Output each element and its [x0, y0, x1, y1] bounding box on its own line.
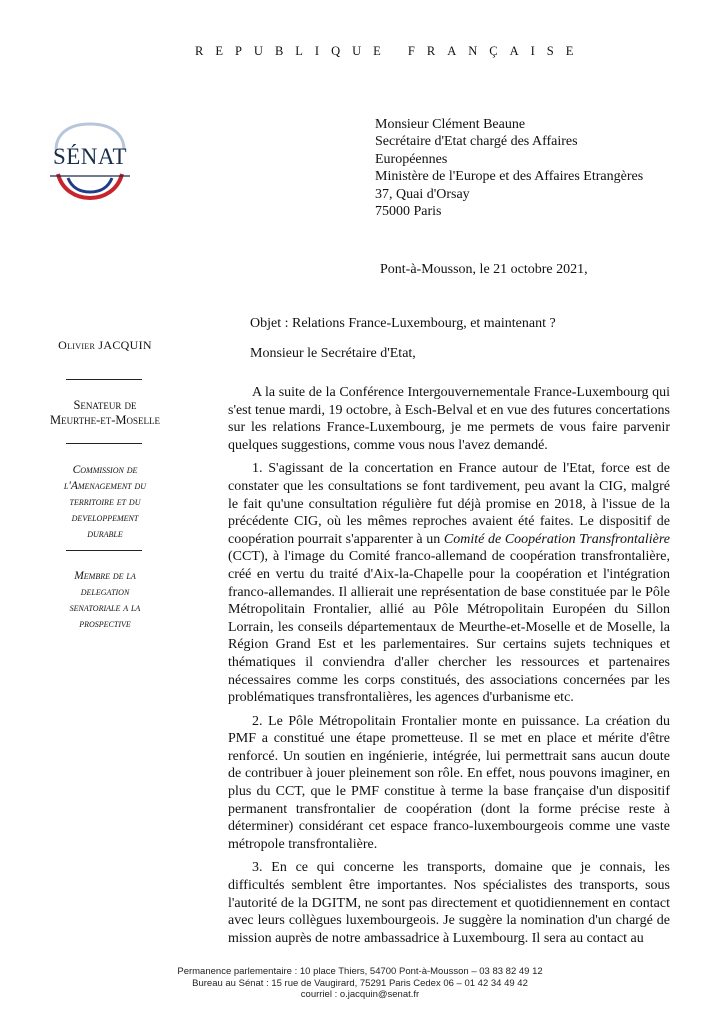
delegation-line: prospective — [79, 618, 131, 630]
recipient-line: 37, Quai d'Orsay — [375, 186, 470, 202]
commission-line: durable — [87, 528, 123, 540]
recipient-address — [375, 116, 643, 220]
delegation-line: Membre de la — [74, 570, 136, 582]
cct-name: Comité de Coopération Transfrontalière — [443, 531, 671, 547]
recipient-line: Monsieur Clément Beaune — [375, 117, 526, 132]
commission-line: Commission de — [72, 464, 138, 476]
commission-block — [30, 462, 180, 542]
recipient-line: Secrétaire d'Etat chargé des Affaires — [375, 134, 578, 150]
date-line: Pont-à-Mousson, le 21 octobre 2021, — [380, 262, 588, 277]
footer-line: courriel : o.jacquin@senat.fr — [300, 989, 420, 1001]
letter-body — [228, 384, 670, 953]
body-paragraph: A la suite de la Conférence Intergouvernementale France-Luxembourg qui s'est tenue mardi, 19 octobre, à Esch-Belval et en vue des futures concertations sur les relations France-Luxembourg, je me permets de vous faire parvenir quelques suggestions, comme vous nous l'avez demandé. — [228, 385, 670, 453]
divider — [66, 550, 142, 551]
subject-line: Objet : Relations France-Luxembourg, et maintenant ? — [250, 316, 556, 331]
sender-title-line: Meurthe-et-Moselle — [50, 413, 160, 427]
footer-line: Bureau au Sénat : 15 rue de Vaugirard, 75291 Paris Cedex 06 – 01 42 34 49 42 — [192, 977, 528, 989]
commission-line: developpement — [71, 512, 139, 524]
commission-line: territoire et du — [69, 496, 141, 508]
delegation-block — [30, 568, 180, 632]
body-paragraph: 2. Le Pôle Métropolitain Frontalier monte en puissance. La création du PMF a constitué une étape prometteuse. Il se met en place et mérite d'être renforcé. Un soutien en ingénierie, intégrée, lui permettrait sans aucun doute de contribuer à jouer pleinement son rôle. En effet, nous pouvons imaginer, en plus du CCT, que le PMF constitue à terme la base française d'un dispositif permanent transfrontalier de coopération (dont la forme précise reste à déterminer) considérant cet espace franco-luxembourgeois comme une vaste métropole transfrontalière. — [228, 713, 670, 852]
footer-line: Permanence parlementaire : 10 place Thiers, 54700 Pont-à-Mousson – 03 83 82 49 12 — [177, 966, 543, 977]
sender-title-line: Senateur de — [73, 398, 137, 412]
body-paragraph — [228, 460, 670, 706]
divider — [66, 443, 142, 444]
delegation-line: delegation — [80, 586, 130, 598]
body-text-run: (CCT), à l'image du Comité franco-allemand de coopération transfrontalière, créé en vertu du traité d'Aix-la-Chapelle pour la coopération et l'intégration franco-allemandes. Il allierait une représentation de base constituée par le Pôle Métropolitain Frontalier, allié au Pôle Métropolitain Européen du Sillon Lorrain, les conseils départementaux de Meurthe-et-Moselle et de Moselle, la Région Grand Est et les parlementaires. Sur certains sujets techniques et thématiques il conviendra d'aller chercher les ressources et partenaires nécessaires comme les corps constitués, des associations concernées par les problématiques transfrontalières, les agences d'urbanisme etc. — [228, 549, 670, 706]
salutation: Monsieur le Secrétaire d'Etat, — [250, 346, 416, 361]
divider — [66, 379, 142, 380]
body-paragraph: 3. En ce qui concerne les transports, domaine que je connais, les difficultés semblent être importantes. Nos spécialistes des transports, sous l'autorité de la DGITM, ne sont pas directement et quotidiennement en contact avec leurs collègues luxembourgeois. Je suggère la nomination d'un chargé de mission auprès de notre ambassadrice à Luxembourg. Il sera au contact au — [228, 860, 670, 946]
sender-name: Olivier JACQUIN — [58, 338, 152, 352]
sender-title — [30, 398, 180, 428]
senat-logo-text: SÉNAT — [52, 144, 128, 169]
footer — [120, 966, 600, 1001]
recipient-line: Européennes — [375, 151, 448, 167]
republique-header: REPUBLIQUE FRANÇAISE — [195, 44, 586, 58]
body-text-run: 1. S'agissant de la concertation en France autour de l'Etat, force est de constater que les consultations se font tardivement, peu avant la CIG, malgré le fait qu'une consultation régulière fut déjà promise en 2018, à l'issue de la précédente CIG, où les mêmes reproches avaient été faites. Le dispositif de coopération pourrait s'apparenter à un — [228, 461, 670, 547]
senat-logo — [42, 120, 138, 204]
recipient-line: Ministère de l'Europe et des Affaires Etrangères — [375, 169, 644, 185]
commission-line: l'Amenagement du — [63, 480, 147, 492]
recipient-line: 75000 Paris — [375, 204, 442, 220]
delegation-line: senatoriale a la — [69, 602, 141, 614]
